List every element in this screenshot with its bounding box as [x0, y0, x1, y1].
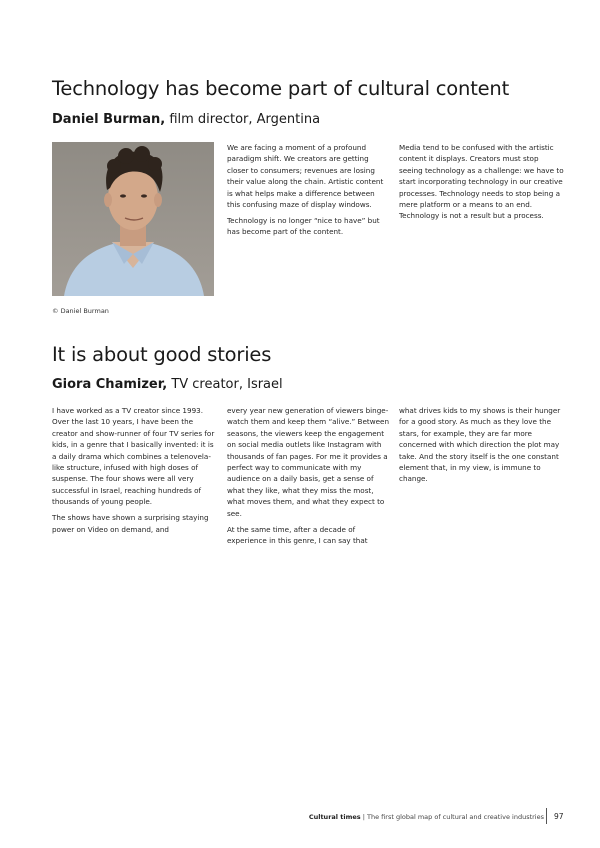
section1-byline: [52, 112, 320, 127]
publication-title: Cultural times: [308, 813, 361, 821]
section2-column-3: [399, 405, 564, 489]
running-footer: [309, 813, 544, 821]
section2-author-name: Giora Chamizer,: [52, 377, 168, 392]
paragraph: At the same time, after a decade of experience in this genre, I can say that: [227, 524, 368, 545]
footer-separator: |: [362, 813, 365, 821]
paragraph: every year new generation of viewers binge-watch them and keep them “alive.” Between seasons, the viewers keep the engagement on social media outlets like Instagram with thousands of fan pages. For me it provides a perfect way to communicate with my audience on a daily basis, get a sense of what they like, what they miss the most, what moves them, and what they expect to see.: [227, 406, 389, 518]
publication-subtitle: The first global map of cultural and creative industries: [367, 813, 544, 821]
page-number: 97: [554, 812, 564, 821]
paragraph: The shows have shown a surprising staying power on Video on demand, and: [52, 513, 209, 534]
photo-credit: © Daniel Burman: [52, 307, 109, 315]
footer-divider: [546, 808, 547, 824]
paragraph: Technology is no longer “nice to have” but has become part of the content.: [227, 215, 380, 237]
section2-column-1: [52, 405, 217, 539]
section1-author-role: film director, Argentina: [169, 112, 321, 127]
paragraph: We are facing a moment of a profound paradigm shift. We creators are getting closer to consumers; revenues are losing their value along the chain. Artistic content is what helps make a difference between this confusing maze of display windows.: [227, 143, 384, 210]
portrait-illustration: [52, 142, 214, 296]
section2-heading: It is about good stories: [52, 343, 272, 366]
author-portrait-photo: [52, 142, 214, 296]
section1-column-2: [399, 142, 564, 226]
section1-heading: Technology has become part of cultural content: [52, 77, 510, 100]
section2-author-role: TV creator, Israel: [171, 377, 283, 392]
paragraph: I have worked as a TV creator since 1993. Over the last 10 years, I have been the creator and show-runner of four TV series for kids, in a genre that I basically invented: it is a daily drama which combines a telenovela-like structure, infused with high doses of suspense. The four shows were all very successful in Israel, reaching hundreds of thousands of young people.: [52, 406, 215, 507]
paragraph: what drives kids to my shows is their hunger for a good story. As much as they love the stars, for example, they are far more concerned with which direction the plot may take. And the story itself is the one constant element that, in my view, is immune to change.: [399, 406, 561, 484]
section1-author-name: Daniel Burman,: [52, 112, 166, 127]
paragraph: Media tend to be confused with the artistic content it displays. Creators must stop seeing technology as a challenge: we have to start incorporating technology in our creative processes. Technology needs to stop being a mere platform or a means to an end. Technology is not a result but a process.: [399, 143, 564, 221]
section2-column-2: [227, 405, 389, 551]
section1-column-1: [227, 142, 387, 242]
section2-byline: [52, 377, 283, 392]
